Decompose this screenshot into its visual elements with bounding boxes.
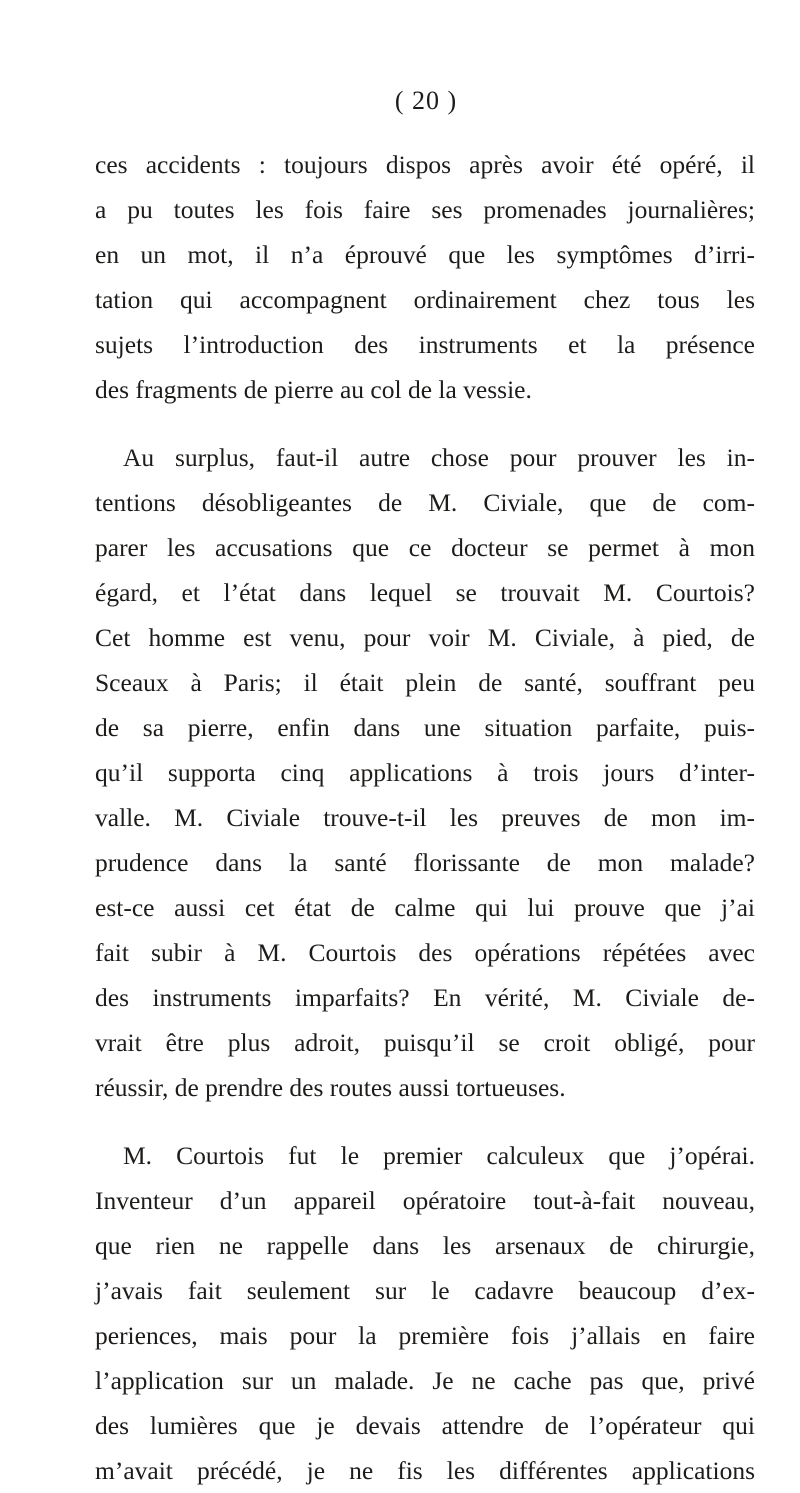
text-line: a pu toutes les fois faire ses promenades journalières;: [95, 195, 755, 224]
paragraph-3: [95, 1133, 755, 1493]
page-number: ( 20 ): [394, 86, 458, 115]
paragraph-2: [95, 435, 755, 1110]
text-line: Sceaux à Paris; il était plein de santé, souffrant peu: [95, 668, 755, 697]
text-line: prudence dans la santé florissante de mon malade?: [95, 848, 755, 877]
text-line: Au surplus, faut-il autre chose pour prouver les in-: [123, 443, 755, 472]
text-line: valle. M. Civiale trouve-t-il les preuves de mon im-: [95, 803, 755, 832]
text-line: est-ce aussi cet état de calme qui lui prouve que j’ai: [95, 893, 755, 922]
text-line: réussir, de prendre des routes aussi tortueuses.: [95, 1073, 566, 1102]
text-line: Cet homme est venu, pour voir M. Civiale, à pied, de: [95, 623, 755, 652]
text-line: en un mot, il n’a éprouvé que les symptômes d’irri-: [95, 240, 755, 269]
text-line: des lumières que je devais attendre de l’opérateur qui: [95, 1411, 755, 1440]
body-text: [95, 142, 755, 1493]
text-line: parer les accusations que ce docteur se permet à mon: [95, 533, 755, 562]
text-line: l’application sur un malade. Je ne cache pas que, privé: [95, 1366, 755, 1395]
text-line: tentions désobligeantes de M. Civiale, que de com-: [95, 488, 755, 517]
text-line: égard, et l’état dans lequel se trouvait M. Courtois?: [95, 578, 755, 607]
text-line: des fragments de pierre au col de la vessie.: [95, 375, 532, 404]
text-line: M. Courtois fut le premier calculeux que j’opérai.: [123, 1141, 755, 1170]
text-line: vrait être plus adroit, puisqu’il se croit obligé, pour: [95, 1028, 755, 1057]
text-line: ces accidents : toujours dispos après avoir été opéré, il: [95, 150, 755, 179]
paragraph-1: [95, 142, 755, 412]
text-line: qu’il supporta cinq applications à trois jours d’inter-: [95, 758, 755, 787]
text-line: m’avait précédé, je ne fis les différentes applications: [95, 1456, 755, 1485]
text-line: periences, mais pour la première fois j’allais en faire: [95, 1321, 755, 1350]
text-line: j’avais fait seulement sur le cadavre beaucoup d’ex-: [95, 1276, 755, 1305]
text-line: de sa pierre, enfin dans une situation parfaite, puis-: [95, 713, 755, 742]
text-line: sujets l’introduction des instruments et la présence: [95, 330, 755, 359]
text-line: tation qui accompagnent ordinairement chez tous les: [95, 285, 755, 314]
text-line: des instruments imparfaits? En vérité, M. Civiale de-: [95, 983, 755, 1012]
text-line: Inventeur d’un appareil opératoire tout-à-fait nouveau,: [95, 1186, 755, 1215]
text-line: fait subir à M. Courtois des opérations répétées avec: [95, 938, 755, 967]
text-line: que rien ne rappelle dans les arsenaux de chirurgie,: [95, 1231, 755, 1260]
